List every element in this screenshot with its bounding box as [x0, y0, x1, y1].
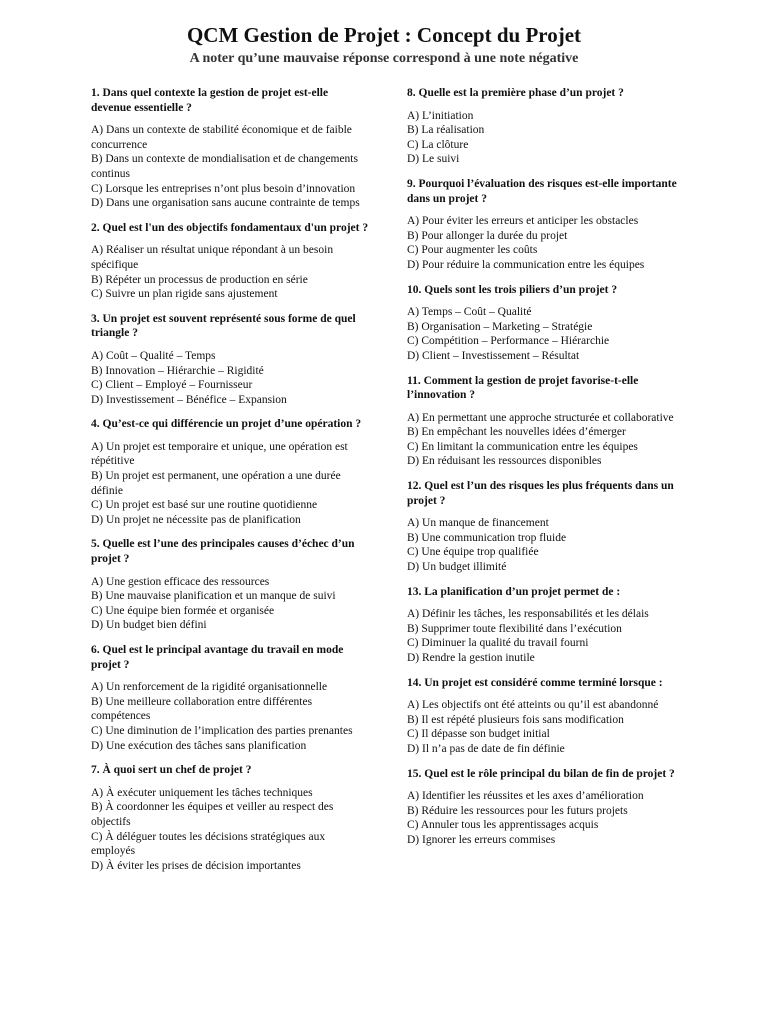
- answer-option: C) Diminuer la qualité du travail fourni: [407, 637, 589, 650]
- answer-list: [91, 243, 371, 301]
- question-10: [407, 283, 689, 364]
- answer-option: C) Lorsque les entreprises n’ont plus besoin d’innovation: [91, 182, 356, 195]
- answer-option: A) Un renforcement de la rigidité organisationnelle: [91, 681, 328, 694]
- question-5: [91, 537, 371, 633]
- right-column: [407, 86, 689, 858]
- page-title: QCM Gestion de Projet : Concept du Projet: [186, 23, 582, 47]
- answer-option: D) Un budget bien défini: [91, 619, 207, 632]
- answer-list: [407, 214, 689, 272]
- question-text: 9. Pourquoi l’évaluation des risques est-elle importante dans un projet ?: [407, 177, 677, 205]
- question-text: 15. Quel est le rôle principal du bilan de fin de projet ?: [407, 767, 675, 780]
- answer-option: A) Coût – Qualité – Temps: [91, 349, 216, 362]
- answer-option: C) Il dépasse son budget initial: [407, 728, 550, 741]
- question-8: [407, 86, 689, 167]
- answer-list: [91, 123, 371, 211]
- left-column: [91, 86, 371, 883]
- answer-option: A) Pour éviter les erreurs et anticiper les obstacles: [407, 215, 639, 228]
- answer-option: C) Une équipe trop qualifiée: [407, 546, 539, 559]
- question-text: 6. Quel est le principal avantage du travail en mode projet ?: [91, 644, 344, 671]
- answer-list: [91, 575, 371, 633]
- answer-option: B) Organisation – Marketing – Stratégie: [407, 320, 593, 333]
- answer-option: D) À éviter les prises de décision importantes: [91, 859, 301, 872]
- question-4: [91, 417, 371, 527]
- answer-option: B) À coordonner les équipes et veiller au respect des objectifs: [91, 801, 334, 828]
- question-text: 14. Un projet est considéré comme terminé lorsque :: [407, 676, 663, 689]
- question-text: 12. Quel est l’un des risques les plus fréquents dans un projet ?: [407, 480, 674, 507]
- question-text: 7. À quoi sert un chef de projet ?: [91, 764, 252, 777]
- answer-option: C) Une diminution de l’implication des parties prenantes: [91, 724, 353, 737]
- answer-option: D) Ignorer les erreurs commises: [407, 833, 556, 846]
- answer-list: [407, 698, 689, 756]
- answer-option: D) Dans une organisation sans aucune contrainte de temps: [91, 197, 360, 210]
- answer-option: D) Une exécution des tâches sans planification: [91, 739, 307, 752]
- question-6: [91, 643, 371, 753]
- answer-list: [91, 440, 371, 528]
- answer-option: B) Une communication trop fluide: [407, 531, 567, 544]
- answer-option: A) Temps – Coût – Qualité: [407, 306, 532, 319]
- answer-option: C) Suivre un plan rigide sans ajustement: [91, 288, 278, 301]
- answer-option: D) Rendre la gestion inutile: [407, 652, 535, 664]
- question-9: [407, 177, 689, 273]
- answer-option: B) Répéter un processus de production en série: [91, 273, 308, 286]
- answer-option: B) La réalisation: [407, 124, 485, 137]
- answer-list: [407, 109, 689, 167]
- question-7: [91, 763, 371, 873]
- question-text: 3. Un projet est souvent représenté sous forme de quel triangle ?: [91, 312, 356, 340]
- answer-option: A) Identifier les réussites et les axes d’amélioration: [407, 790, 644, 803]
- answer-option: A) Définir les tâches, les responsabilités et les délais: [407, 608, 649, 621]
- answer-option: A) Une gestion efficace des ressources: [91, 575, 270, 588]
- answer-list: [91, 680, 371, 753]
- answer-option: B) Réduire les ressources pour les futurs projets: [407, 804, 628, 817]
- answer-option: D) Un projet ne nécessite pas de planification: [91, 513, 301, 526]
- question-text: 5. Quelle est l’une des principales causes d’échec d’un projet ?: [91, 538, 355, 566]
- question-text: 8. Quelle est la première phase d’un projet ?: [407, 87, 624, 99]
- answer-option: A) À exécuter uniquement les tâches techniques: [91, 786, 313, 799]
- answer-option: C) À déléguer toutes les décisions stratégiques aux employés: [91, 830, 326, 858]
- answer-option: D) En réduisant les ressources disponibles: [407, 455, 602, 468]
- question-11: [407, 374, 689, 470]
- answer-option: A) Les objectifs ont été atteints ou qu’il est abandonné: [407, 699, 659, 712]
- question-15: [407, 767, 689, 848]
- answer-option: B) Dans un contexte de mondialisation et de changements continus: [91, 153, 358, 180]
- answer-option: B) Une mauvaise planification et un manque de suivi: [91, 590, 336, 603]
- question-text: 2. Quel est l'un des objectifs fondamentaux d'un projet ?: [91, 221, 369, 234]
- answer-option: D) Un budget illimité: [407, 561, 507, 574]
- answer-list: [407, 305, 689, 363]
- answer-option: A) L’initiation: [407, 109, 474, 122]
- answer-option: B) Supprimer toute flexibilité dans l’exécution: [407, 622, 622, 635]
- answer-option: A) Un manque de financement: [407, 517, 549, 530]
- question-12: [407, 479, 689, 575]
- answer-option: A) En permettant une approche structurée et collaborative: [407, 411, 674, 424]
- answer-list: [407, 516, 689, 574]
- answer-option: C) Client – Employé – Fournisseur: [91, 379, 253, 392]
- question-text: 10. Quels sont les trois piliers d’un projet ?: [407, 283, 618, 296]
- answer-option: B) Innovation – Hiérarchie – Rigidité: [91, 364, 264, 377]
- question-text: 4. Qu’est-ce qui différencie un projet d’une opération ?: [91, 418, 362, 431]
- answer-option: B) Pour allonger la durée du projet: [407, 229, 568, 242]
- question-text: 13. La planification d’un projet permet de :: [407, 585, 621, 598]
- answer-option: A) Dans un contexte de stabilité économique et de faible concurrence: [91, 124, 352, 151]
- answer-list: [91, 349, 371, 407]
- answer-option: C) Pour augmenter les coûts: [407, 244, 538, 257]
- answer-option: C) En limitant la communication entre les équipes: [407, 440, 638, 453]
- question-14: [407, 676, 689, 757]
- question-1: [91, 86, 371, 211]
- answer-option: B) Il est répété plusieurs fois sans modification: [407, 713, 624, 726]
- answer-list: [91, 786, 371, 874]
- question-2: [91, 221, 371, 302]
- question-text: 1. Dans quel contexte la gestion de projet est-elle devenue essentielle ?: [91, 87, 329, 114]
- answer-option: D) Pour réduire la communication entre les équipes: [407, 258, 645, 271]
- answer-option: B) Une meilleure collaboration entre différentes compétences: [91, 695, 313, 723]
- answer-option: A) Réaliser un résultat unique répondant à un besoin spécifique: [91, 244, 334, 271]
- answer-option: D) Client – Investissement – Résultat: [407, 349, 580, 362]
- question-text: 11. Comment la gestion de projet favorise-t-elle l’innovation ?: [407, 374, 639, 402]
- answer-option: B) Un projet est permanent, une opération a une durée définie: [91, 470, 341, 497]
- answer-list: [407, 411, 689, 469]
- answer-option: C) Annuler tous les apprentissages acquis: [407, 819, 599, 832]
- answer-option: D) Investissement – Bénéfice – Expansion: [91, 393, 287, 406]
- answer-option: A) Un projet est temporaire et unique, une opération est répétitive: [91, 440, 348, 468]
- question-13: [407, 585, 689, 666]
- question-3: [91, 312, 371, 408]
- answer-option: D) Il n’a pas de date de fin définie: [407, 742, 565, 755]
- answer-option: C) La clôture: [407, 138, 469, 151]
- answer-option: C) Un projet est basé sur une routine quotidienne: [91, 499, 318, 512]
- page-subtitle: A noter qu’une mauvaise réponse correspond à une note négative: [189, 51, 579, 66]
- page-header: [0, 22, 768, 68]
- answer-option: B) En empêchant les nouvelles idées d’émerger: [407, 426, 626, 439]
- answer-list: [407, 789, 689, 847]
- answer-option: C) Une équipe bien formée et organisée: [91, 604, 275, 617]
- answer-list: [407, 607, 689, 665]
- answer-option: C) Compétition – Performance – Hiérarchie: [407, 335, 610, 348]
- answer-option: D) Le suivi: [407, 153, 460, 166]
